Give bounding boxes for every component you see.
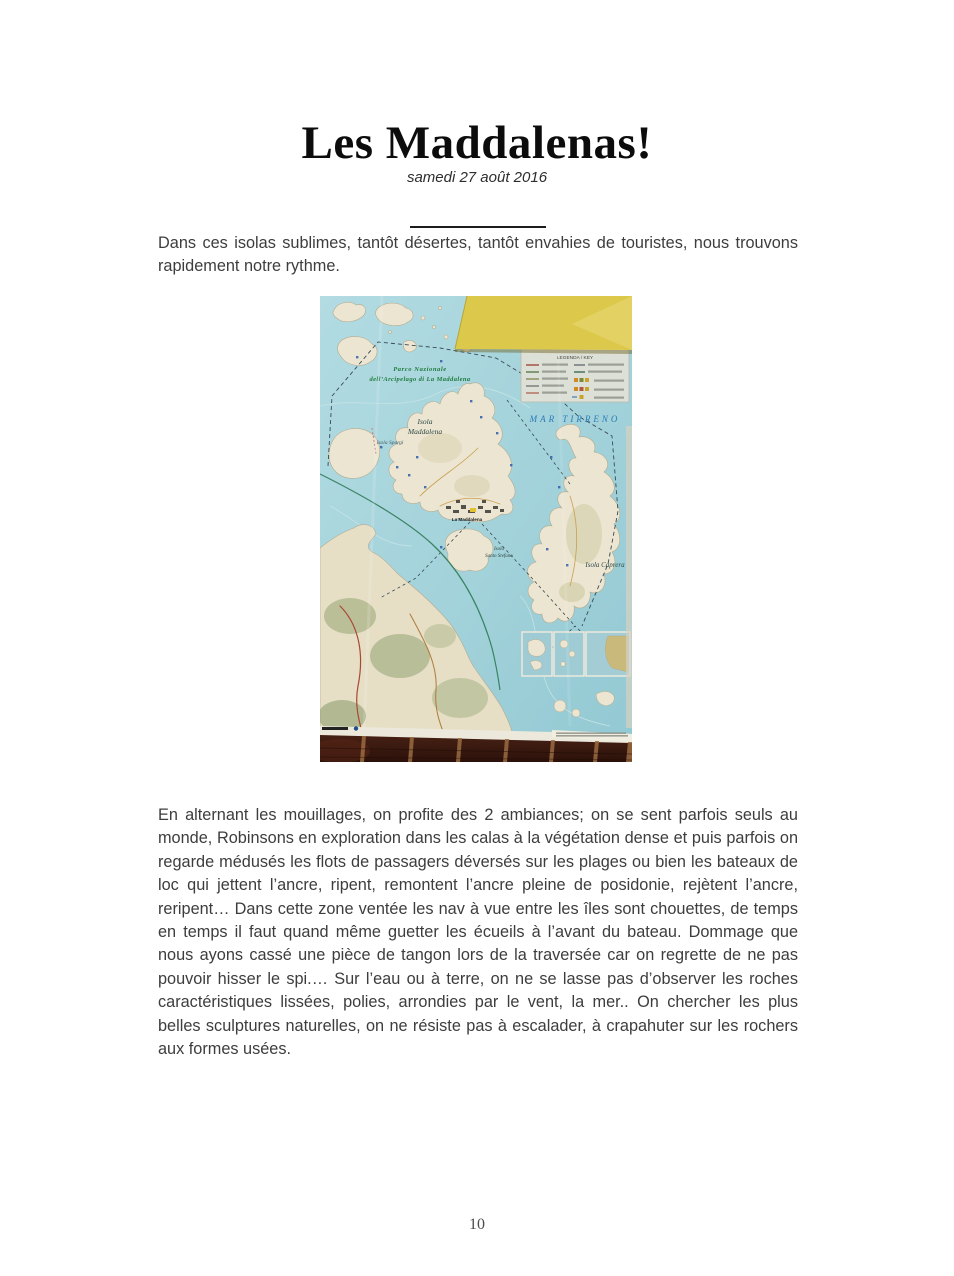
map-photo — [320, 296, 632, 762]
park-label-line1: Parco Nazionale — [393, 366, 447, 373]
intro-paragraph: Dans ces isolas sublimes, tantôt désertes, tantôt envahies de touristes, nous trouvons rapidement notre rythme. — [158, 234, 798, 276]
sea-label: MAR TIRRENO — [529, 414, 621, 424]
map-legend — [521, 349, 629, 402]
caprera-relief — [566, 504, 602, 564]
page-title: Les Maddalenas! — [301, 117, 653, 169]
legend-title: LEGENDA / KEY — [556, 356, 594, 361]
page-number: 10 — [469, 1216, 485, 1233]
divider — [410, 226, 546, 228]
maddalena-label-line2: Maddalena — [407, 427, 443, 436]
post-date: samedi 27 août 2016 — [406, 169, 548, 186]
town-highlight — [470, 508, 476, 512]
santo-stefano-label-line1: Isola — [494, 547, 504, 552]
body-paragraph: En alternant les mouillages, on profite des 2 ambiances; on se sent parfois seuls au monde, Robinsons en exploration dans les calas à la végétation dense et puis parfois on regarde médusés les flots de passagers déversés sur les plages ou bien les bateaux de loc qui jettent l’ancre, ripent, remontent l’ancre pleine de posidonie, rejètent l’ancre, reripent… Dans cette zone ventée les nav à vue entre les îles sont chouettes, de temps en temps il faut quand même guetter les écueils à l’avant du bateau. Dommage que nous ayons cassé une pièce de tangon lors de la traversée car on regrette de ne pas pouvoir hisser le spi.… Sur l’eau ou à terre, on ne se lasse pas d’observer les roches caractéristiques lissées, polies, arrondies par le vent, la mer.. On chercher les plus belles sculptures naturelles, on ne résiste pas à escalader, à crapahuter sur les rochers aux formes usées. — [158, 806, 798, 1059]
maddalena-relief — [418, 433, 462, 463]
santo-stefano-label-line2: Santo Stefano — [485, 554, 513, 559]
maddalena-map-illustration — [320, 296, 632, 762]
map-paper-edge-right — [626, 426, 632, 728]
spargi-label: Isola Spargi — [376, 440, 404, 446]
maddalena-relief2 — [454, 475, 490, 497]
caprera-relief2 — [559, 582, 585, 602]
town-label: La Maddalena — [451, 517, 483, 522]
sticky-note — [455, 296, 632, 354]
park-label-line2: dell’Arcipelago di La Maddalena — [369, 376, 471, 383]
maddalena-label-line1: Isola — [417, 417, 433, 426]
caprera-label: Isola Caprera — [585, 561, 625, 569]
